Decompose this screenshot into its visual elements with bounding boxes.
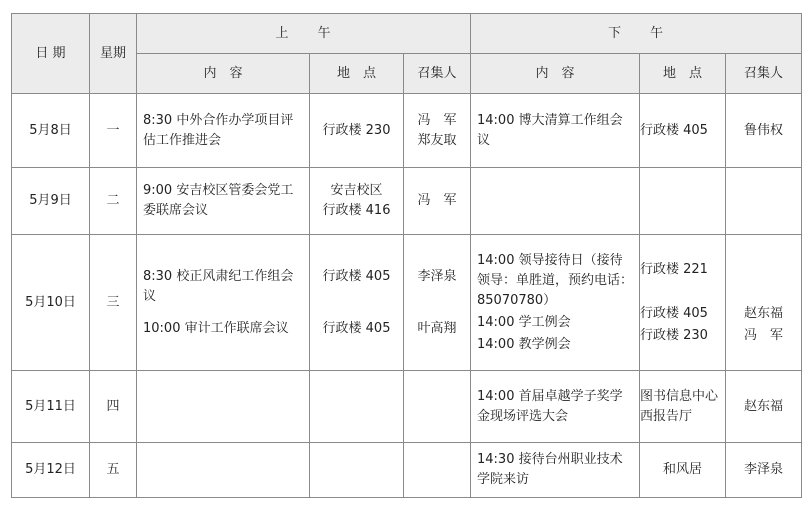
am-convener-2: 郑友取 — [417, 132, 457, 148]
am-location-1: 行政楼 405 — [322, 268, 391, 284]
am-convener-empty — [404, 443, 471, 498]
pm-location-empty — [640, 168, 726, 235]
am-content-empty — [137, 371, 310, 443]
am-location: 行政楼 230 — [310, 94, 404, 168]
weekly-schedule-table — [11, 13, 802, 498]
row-weekday: 三 — [90, 235, 137, 371]
am-content-empty — [137, 443, 310, 498]
header-am-content: 内 容 — [137, 54, 310, 94]
am-convener-1: 冯 军 — [417, 112, 457, 128]
table-row — [12, 371, 802, 443]
pm-content: 14:00 博大清算工作组会议 — [471, 94, 640, 168]
am-content: 8:30 中外合作办学项目评估工作推进会 — [137, 94, 310, 168]
pm-location: 图书信息中心西报告厅 — [640, 371, 726, 443]
pm-content-1: 14:00 领导接待日（接待领导：单胜道，预约电话：85070780） — [477, 252, 634, 308]
pm-location-2: 行政楼 405 — [640, 305, 708, 321]
pm-content-3: 14:00 教学例会 — [477, 336, 571, 352]
row-date: 5月12日 — [12, 443, 90, 498]
table-row — [12, 235, 802, 371]
am-location-empty — [310, 443, 404, 498]
header-pm-convener: 召集人 — [726, 54, 802, 94]
am-convener-empty — [404, 371, 471, 443]
pm-convener: 李泽泉 — [726, 443, 802, 498]
header-morning: 上 午 — [137, 14, 471, 54]
am-content-2: 10:00 审计工作联席会议 — [143, 320, 289, 336]
am-location — [310, 235, 404, 371]
header-pm-location: 地 点 — [640, 54, 726, 94]
pm-location-1: 行政楼 221 — [640, 261, 708, 277]
am-content — [137, 235, 310, 371]
row-date: 5月11日 — [12, 371, 90, 443]
pm-convener-empty — [726, 168, 802, 235]
am-convener-2: 叶高翔 — [417, 320, 457, 336]
table-row — [12, 168, 802, 235]
table-row — [12, 443, 802, 498]
am-content: 9:00 安吉校区管委会党工委联席会议 — [137, 168, 310, 235]
am-location-1: 安吉校区 — [330, 183, 383, 198]
row-weekday: 一 — [90, 94, 137, 168]
row-weekday: 四 — [90, 371, 137, 443]
header-pm-content: 内 容 — [471, 54, 640, 94]
pm-content-empty — [471, 168, 640, 235]
header-am-location: 地 点 — [310, 54, 404, 94]
am-location-2: 行政楼 405 — [322, 320, 391, 336]
row-weekday: 二 — [90, 168, 137, 235]
header-weekday: 星期 — [90, 14, 137, 94]
pm-content-2: 14:00 学工例会 — [477, 314, 571, 330]
pm-location — [640, 235, 726, 371]
am-convener-1: 李泽泉 — [417, 268, 457, 284]
pm-location: 和风居 — [640, 443, 726, 498]
am-content-1: 8:30 校正风肃纪工作组会议 — [143, 268, 294, 304]
pm-location: 行政楼 405 — [640, 94, 726, 168]
row-date: 5月10日 — [12, 235, 90, 371]
pm-convener-1: 赵东福 — [743, 305, 783, 321]
row-weekday: 五 — [90, 443, 137, 498]
am-convener — [404, 235, 471, 371]
am-convener: 冯 军 — [404, 168, 471, 235]
table-row — [12, 94, 802, 168]
header-am-convener: 召集人 — [404, 54, 471, 94]
row-date: 5月8日 — [12, 94, 90, 168]
am-convener — [404, 94, 471, 168]
am-location — [310, 168, 404, 235]
row-date: 5月9日 — [12, 168, 90, 235]
header-afternoon: 下 午 — [471, 14, 802, 54]
header-date: 日 期 — [12, 14, 90, 94]
am-location-empty — [310, 371, 404, 443]
pm-convener: 赵东福 — [726, 371, 802, 443]
pm-content: 14:30 接待台州职业技术学院来访 — [471, 443, 640, 498]
pm-content: 14:00 首届卓越学子奖学金现场评选大会 — [471, 371, 640, 443]
am-location-2: 行政楼 416 — [322, 203, 391, 218]
pm-convener: 鲁伟权 — [726, 94, 802, 168]
pm-convener-2: 冯 军 — [743, 327, 783, 343]
pm-content — [471, 235, 640, 371]
pm-convener — [726, 235, 802, 371]
pm-location-3: 行政楼 230 — [640, 327, 708, 343]
